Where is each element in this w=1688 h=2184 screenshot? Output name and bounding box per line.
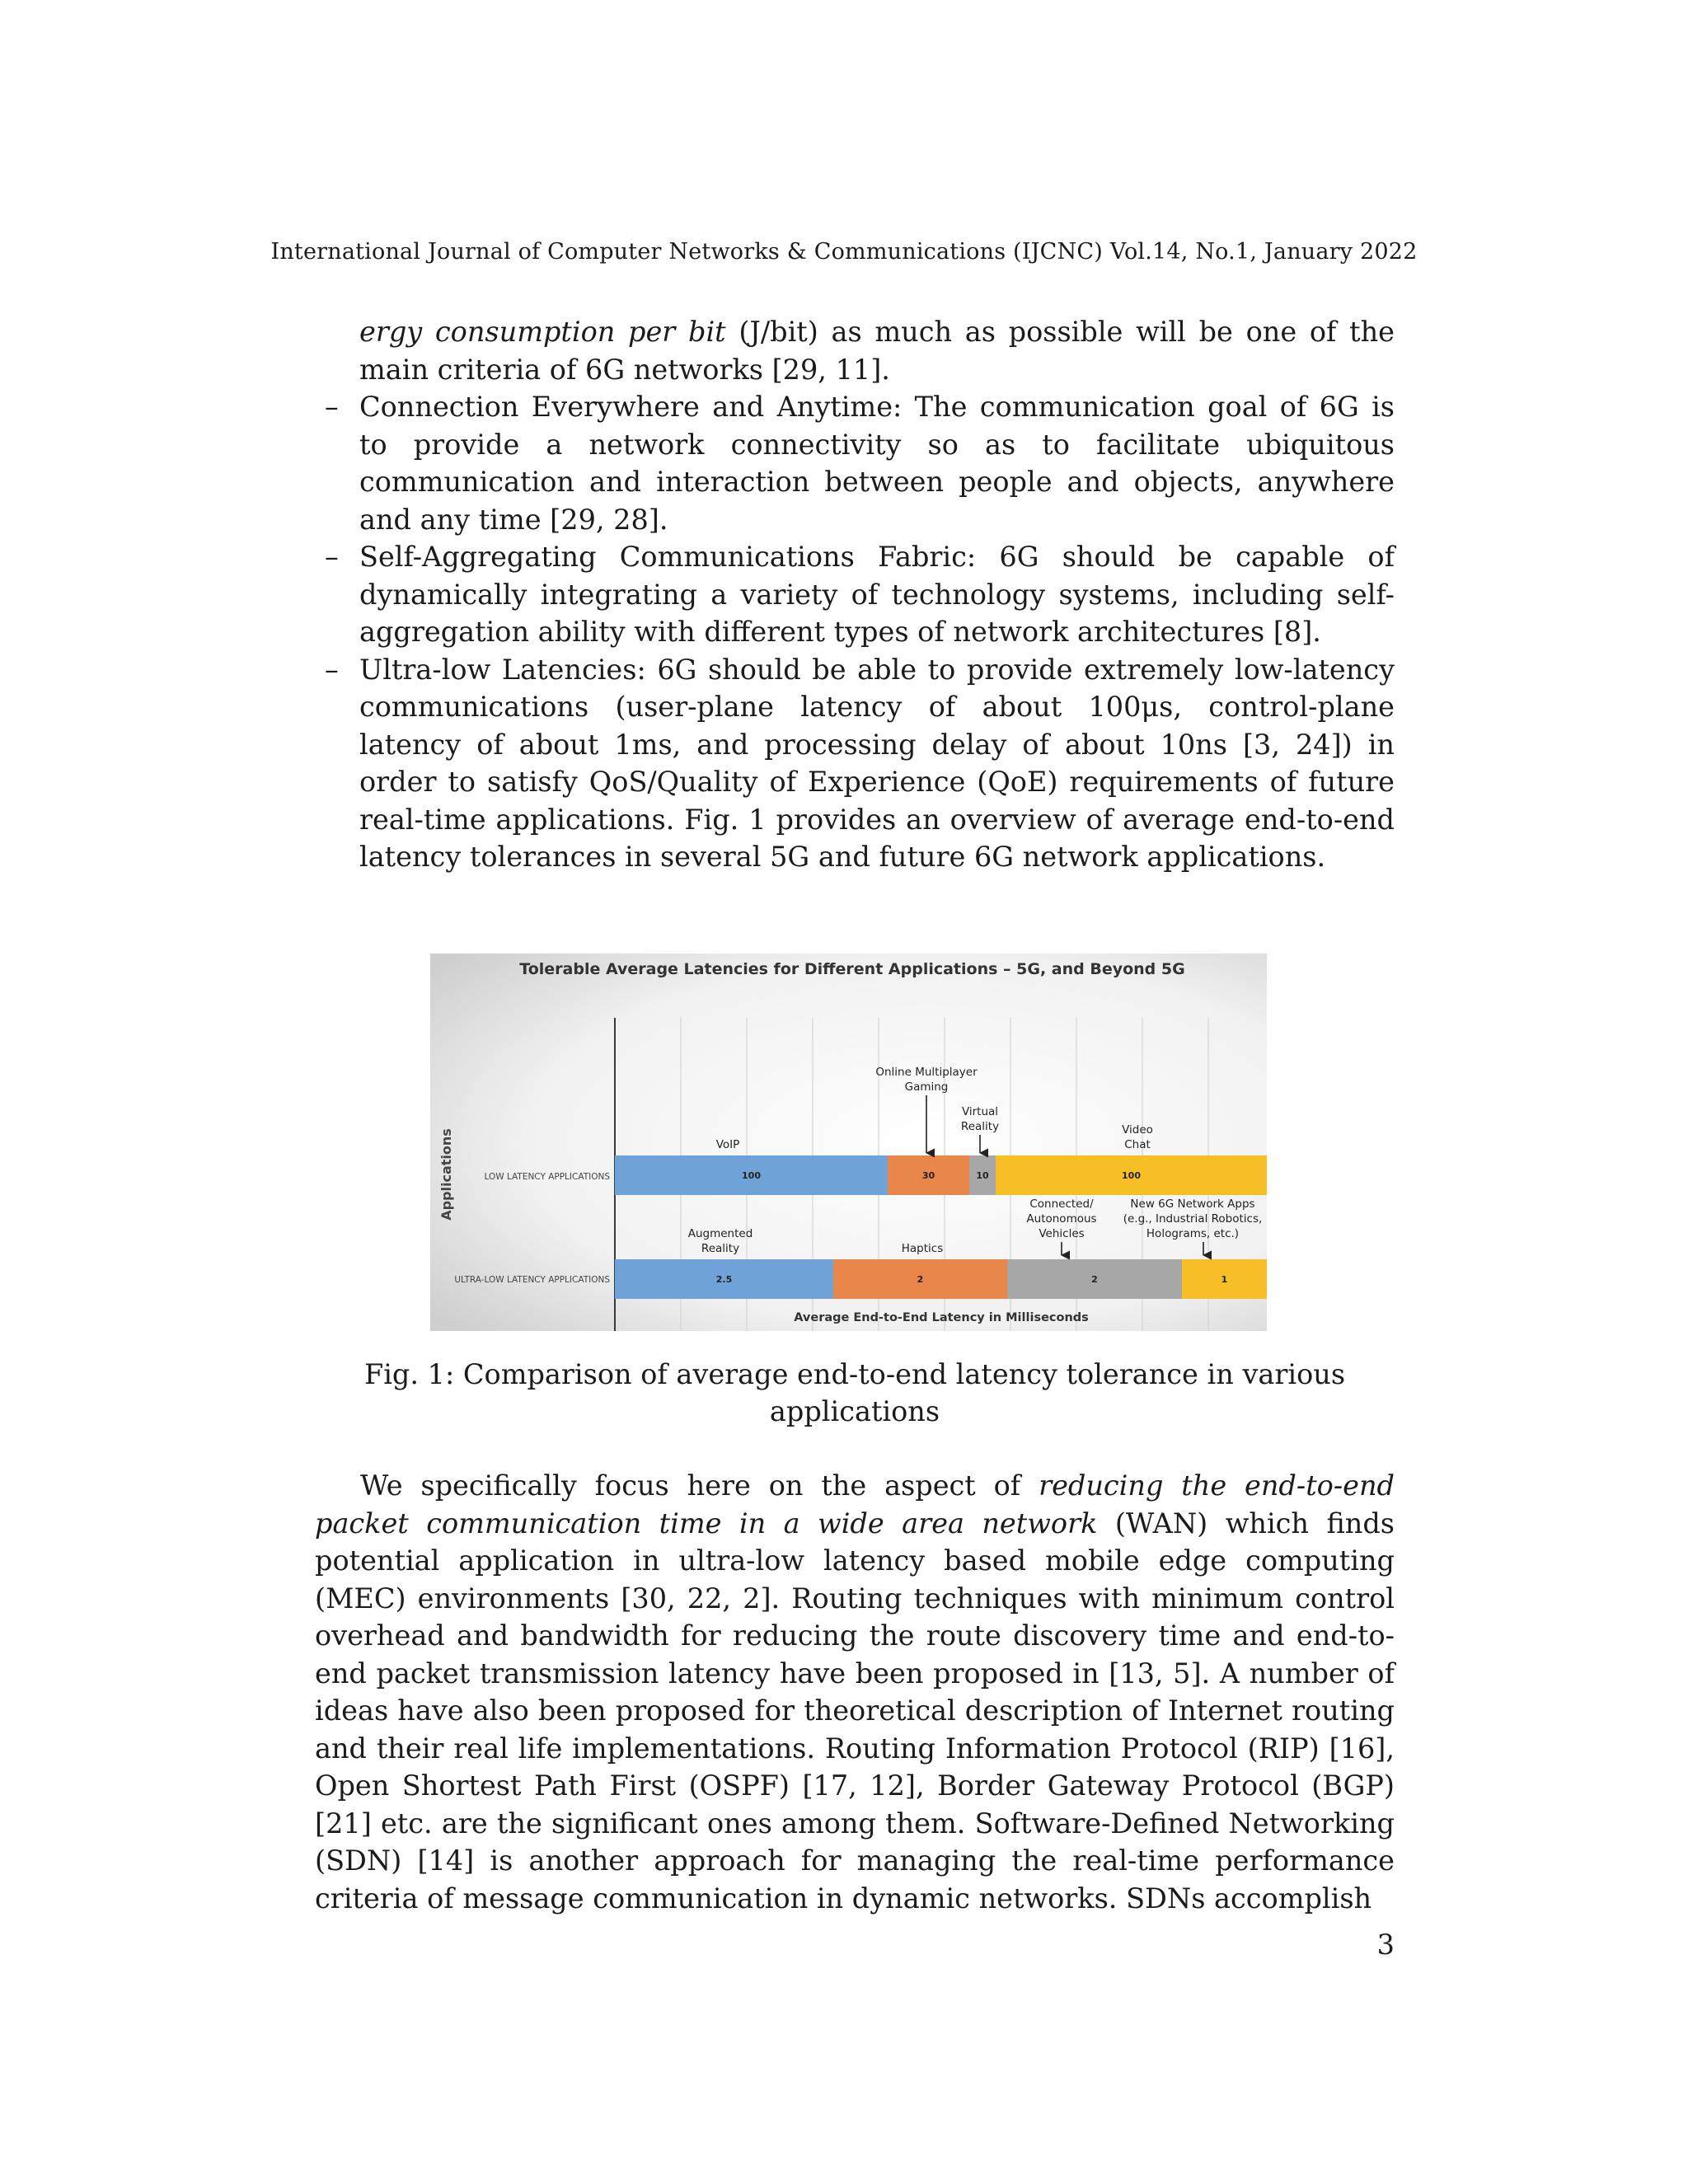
page-number: 3 <box>1376 1929 1395 1961</box>
annotation-video-chat-line1: Video <box>1122 1123 1153 1137</box>
annotation-ar-line1: Augmented <box>687 1227 753 1240</box>
bullet-list <box>325 313 1395 876</box>
dash-marker: – <box>325 541 339 573</box>
annotation-vr-line1: Virtual <box>961 1105 999 1118</box>
bullet-item <box>325 538 1395 651</box>
dash-marker: – <box>325 653 339 686</box>
annotation-voip <box>716 1138 740 1151</box>
annotation-ar-line2: Reality <box>701 1242 740 1255</box>
annotation-haptics-label: Haptics <box>901 1242 944 1255</box>
bar-value-label: 100 <box>1122 1170 1141 1181</box>
continuation-text: (J/bit) as much as possible will be one of the main criteria of 6G networks [29, 11]. <box>359 316 1395 386</box>
bullet-text: Connection Everywhere and Anytime: The communication goal of 6G is to provide a network connectivity so as to facilitate ubiquitous communication and interaction between people and objects, anywhere and any time [29, 28]. <box>359 391 1395 536</box>
bar-value-label: 1 <box>1221 1274 1228 1285</box>
y-axis-title: Applications <box>438 1128 454 1221</box>
latency-chart <box>430 954 1267 1331</box>
body-paragraph <box>315 1467 1395 1917</box>
annotation-new6g-line2: (e.g., Industrial Robotics, <box>1123 1212 1263 1226</box>
bar-value-label: 30 <box>921 1170 935 1181</box>
annotation-video-chat-line2: Chat <box>1124 1138 1151 1151</box>
x-axis-title: Average End-to-End Latency in Milliseconds <box>794 1311 1089 1324</box>
paragraph-rest: (WAN) which finds potential application in ultra-low latency based mobile edge computing (MEC) environments [30, 22, 2]. Routing techniques with minimum control overhead and bandwidth for reducing the route discovery time and end-to-end packet transmission latency have been proposed in [13, 5]. A number of ideas have also been proposed for theoretical description of Internet routing and their real life implementations. Routing Information Protocol (RIP) [16], Open Shortest Path First (OSPF) [17, 12], Border Gateway Protocol (BGP) [21] etc. are the significant ones among them. Software-Defined Networking (SDN) [14] is another approach for managing the real-time performance criteria of message communication in dynamic networks. SDNs accomplish <box>315 1507 1395 1915</box>
bar-value-label: 10 <box>976 1170 989 1181</box>
bullet-text: Ultra-low Latencies: 6G should be able to provide extremely low-latency communications (user-plane latency of about 100μs, control-plane latency of about 1ms, and processing delay of about 10ns [3, 24]) in order to satisfy QoS/Quality of Experience (QoE) requirements of future real-time applications. Fig. 1 provides an overview of average end-to-end latency tolerances in several 5G and future 6G network applications. <box>359 653 1395 873</box>
bullet-item <box>325 388 1395 538</box>
category-label-ultra-low: ULTRA-LOW LATENCY APPLICATIONS <box>454 1275 610 1285</box>
bullet-item <box>325 651 1395 876</box>
bullet-continuation <box>325 313 1395 388</box>
bullet-text: Self-Aggregating Communications Fabric: 6G should be capable of dynamically integrating a variety of technology systems, including self-aggregation ability with different types of network architectures [8]. <box>359 541 1395 648</box>
category-label-low: LOW LATENCY APPLICATIONS <box>484 1172 610 1182</box>
bar-value-label: 2.5 <box>715 1274 733 1285</box>
italic-term: ergy consumption per bit <box>359 316 726 348</box>
figure-caption: Fig. 1: Comparison of average end-to-end latency tolerance in various applications <box>363 1358 1346 1427</box>
bar-value-label: 2 <box>917 1274 924 1285</box>
annotation-voip-label: VoIP <box>715 1138 740 1151</box>
chart-title: Tolerable Average Latencies for Different Applications – 5G, and Beyond 5G <box>519 960 1185 978</box>
annotation-new6g-line3: Holograms, etc.) <box>1146 1227 1240 1240</box>
annotation-haptics <box>902 1242 944 1255</box>
annotation-gaming-line2: Gaming <box>904 1080 949 1094</box>
annotation-vehicles-line2: Autonomous <box>1026 1212 1097 1226</box>
annotation-gaming-line1: Online Multiplayer <box>875 1066 978 1079</box>
paragraph-italic: reducing the end-to-end packet communication time in a wide area network <box>315 1469 1395 1540</box>
bar-value-label: 2 <box>1091 1274 1098 1285</box>
bar-value-label: 100 <box>742 1170 761 1181</box>
dash-marker: – <box>325 391 339 423</box>
annotation-vr-line2: Reality <box>960 1120 1000 1133</box>
annotation-vehicles-line1: Connected/ <box>1029 1197 1094 1211</box>
paragraph-intro: We specifically focus here on the aspect of <box>360 1469 1039 1502</box>
latency-chart-figure <box>430 954 1267 1331</box>
annotation-new6g-line1: New 6G Network Apps <box>1130 1197 1255 1211</box>
annotation-vehicles-line3: Vehicles <box>1039 1227 1085 1240</box>
running-header: International Journal of Computer Networks & Communications (IJCNC) Vol.14, No.1, January 2022 <box>270 239 1418 265</box>
